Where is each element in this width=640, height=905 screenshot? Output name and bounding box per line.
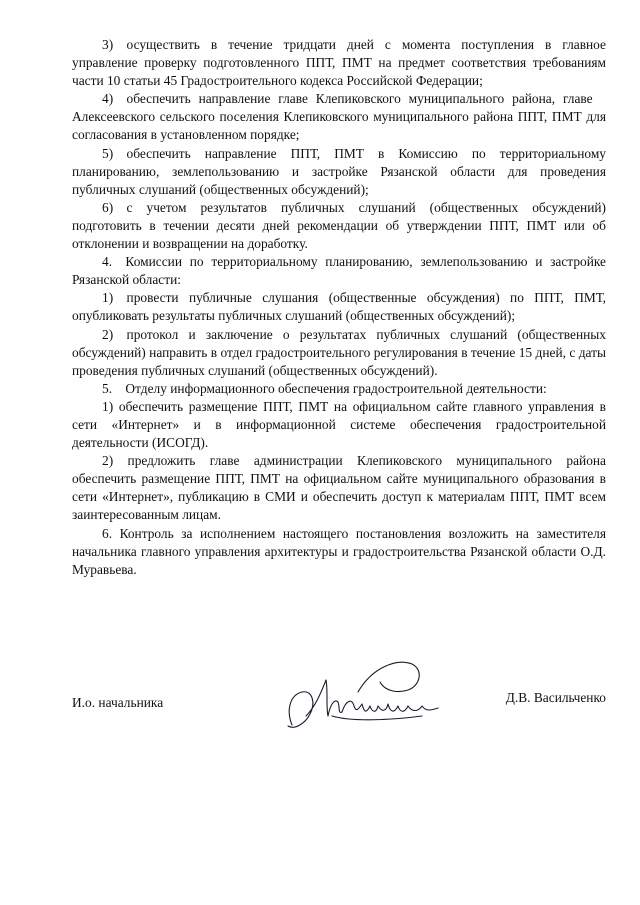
handwritten-signature xyxy=(272,650,472,740)
paragraph: 6. Контроль за исполнением настоящего постановления возложить на заместителя начальника главного управления архитектуры и градостроительства Рязанской области О.Д. Муравьева. xyxy=(72,525,606,577)
document-body xyxy=(72,36,606,579)
paragraph: 2) протокол и заключение о результатах публичных слушаний (общественных обсуждений) направить в отдел градостроительного регулирования в течение 15 дней, с даты проведения публичных слушаний (общественных обсуждений). xyxy=(72,326,606,378)
signature-block xyxy=(72,650,606,740)
paragraph: 4) обеспечить направление главе Клепиковского муниципального района, главе Алексеевского сельского поселения Клепиковского муниципального района ППТ, ПМТ для согласования в установленном порядке; xyxy=(72,91,606,143)
paragraph: 1) провести публичные слушания (общественные обсуждения) по ППТ, ПМТ, опубликовать результаты публичных слушаний (общественных обсуждений); xyxy=(72,290,606,324)
paragraph: 4. Комиссии по территориальному планированию, землепользованию и застройке Рязанской области: xyxy=(72,254,606,288)
paragraph: 1) обеспечить размещение ППТ, ПМТ на официальном сайте главного управления в сети «Интернет» и в информационной системе обеспечения градостроительной деятельности (ИСОГД). xyxy=(72,398,606,451)
paragraph: 3) осуществить в течение тридцати дней с момента поступления в главное управление проверку подготовленного ППТ, ПМТ на предмет соответствия требованиям части 10 статьи 45 Градостроительного кодекса Российской Федерации; xyxy=(72,37,606,89)
signatory-name: Д.В. Васильченко xyxy=(505,690,606,705)
paragraph: 2) предложить главе администрации Клепиковского муниципального района обеспечить размещение ППТ, ПМТ на официальном сайте муниципального образования в сети «Интернет», публикацию в СМИ и обеспечить доступ к материалам ППТ, ПМТ всем заинтересованным лицам. xyxy=(72,453,606,523)
paragraph: 5. Отделу информационного обеспечения градостроительной деятельности: xyxy=(102,380,547,396)
paragraph: 5) обеспечить направление ППТ, ПМТ в Комиссию по территориальному планированию, землепользованию и застройке Рязанской области для проведения публичных слушаний (общественных обсуждений); xyxy=(72,145,606,197)
signatory-title: И.о. начальника xyxy=(72,695,164,710)
paragraph: 6) с учетом результатов публичных слушаний (общественных обсуждений) подготовить в течении десяти дней рекомендации об утверждении ППТ, ПМТ или об отклонении и возвращении на доработку. xyxy=(72,199,606,252)
